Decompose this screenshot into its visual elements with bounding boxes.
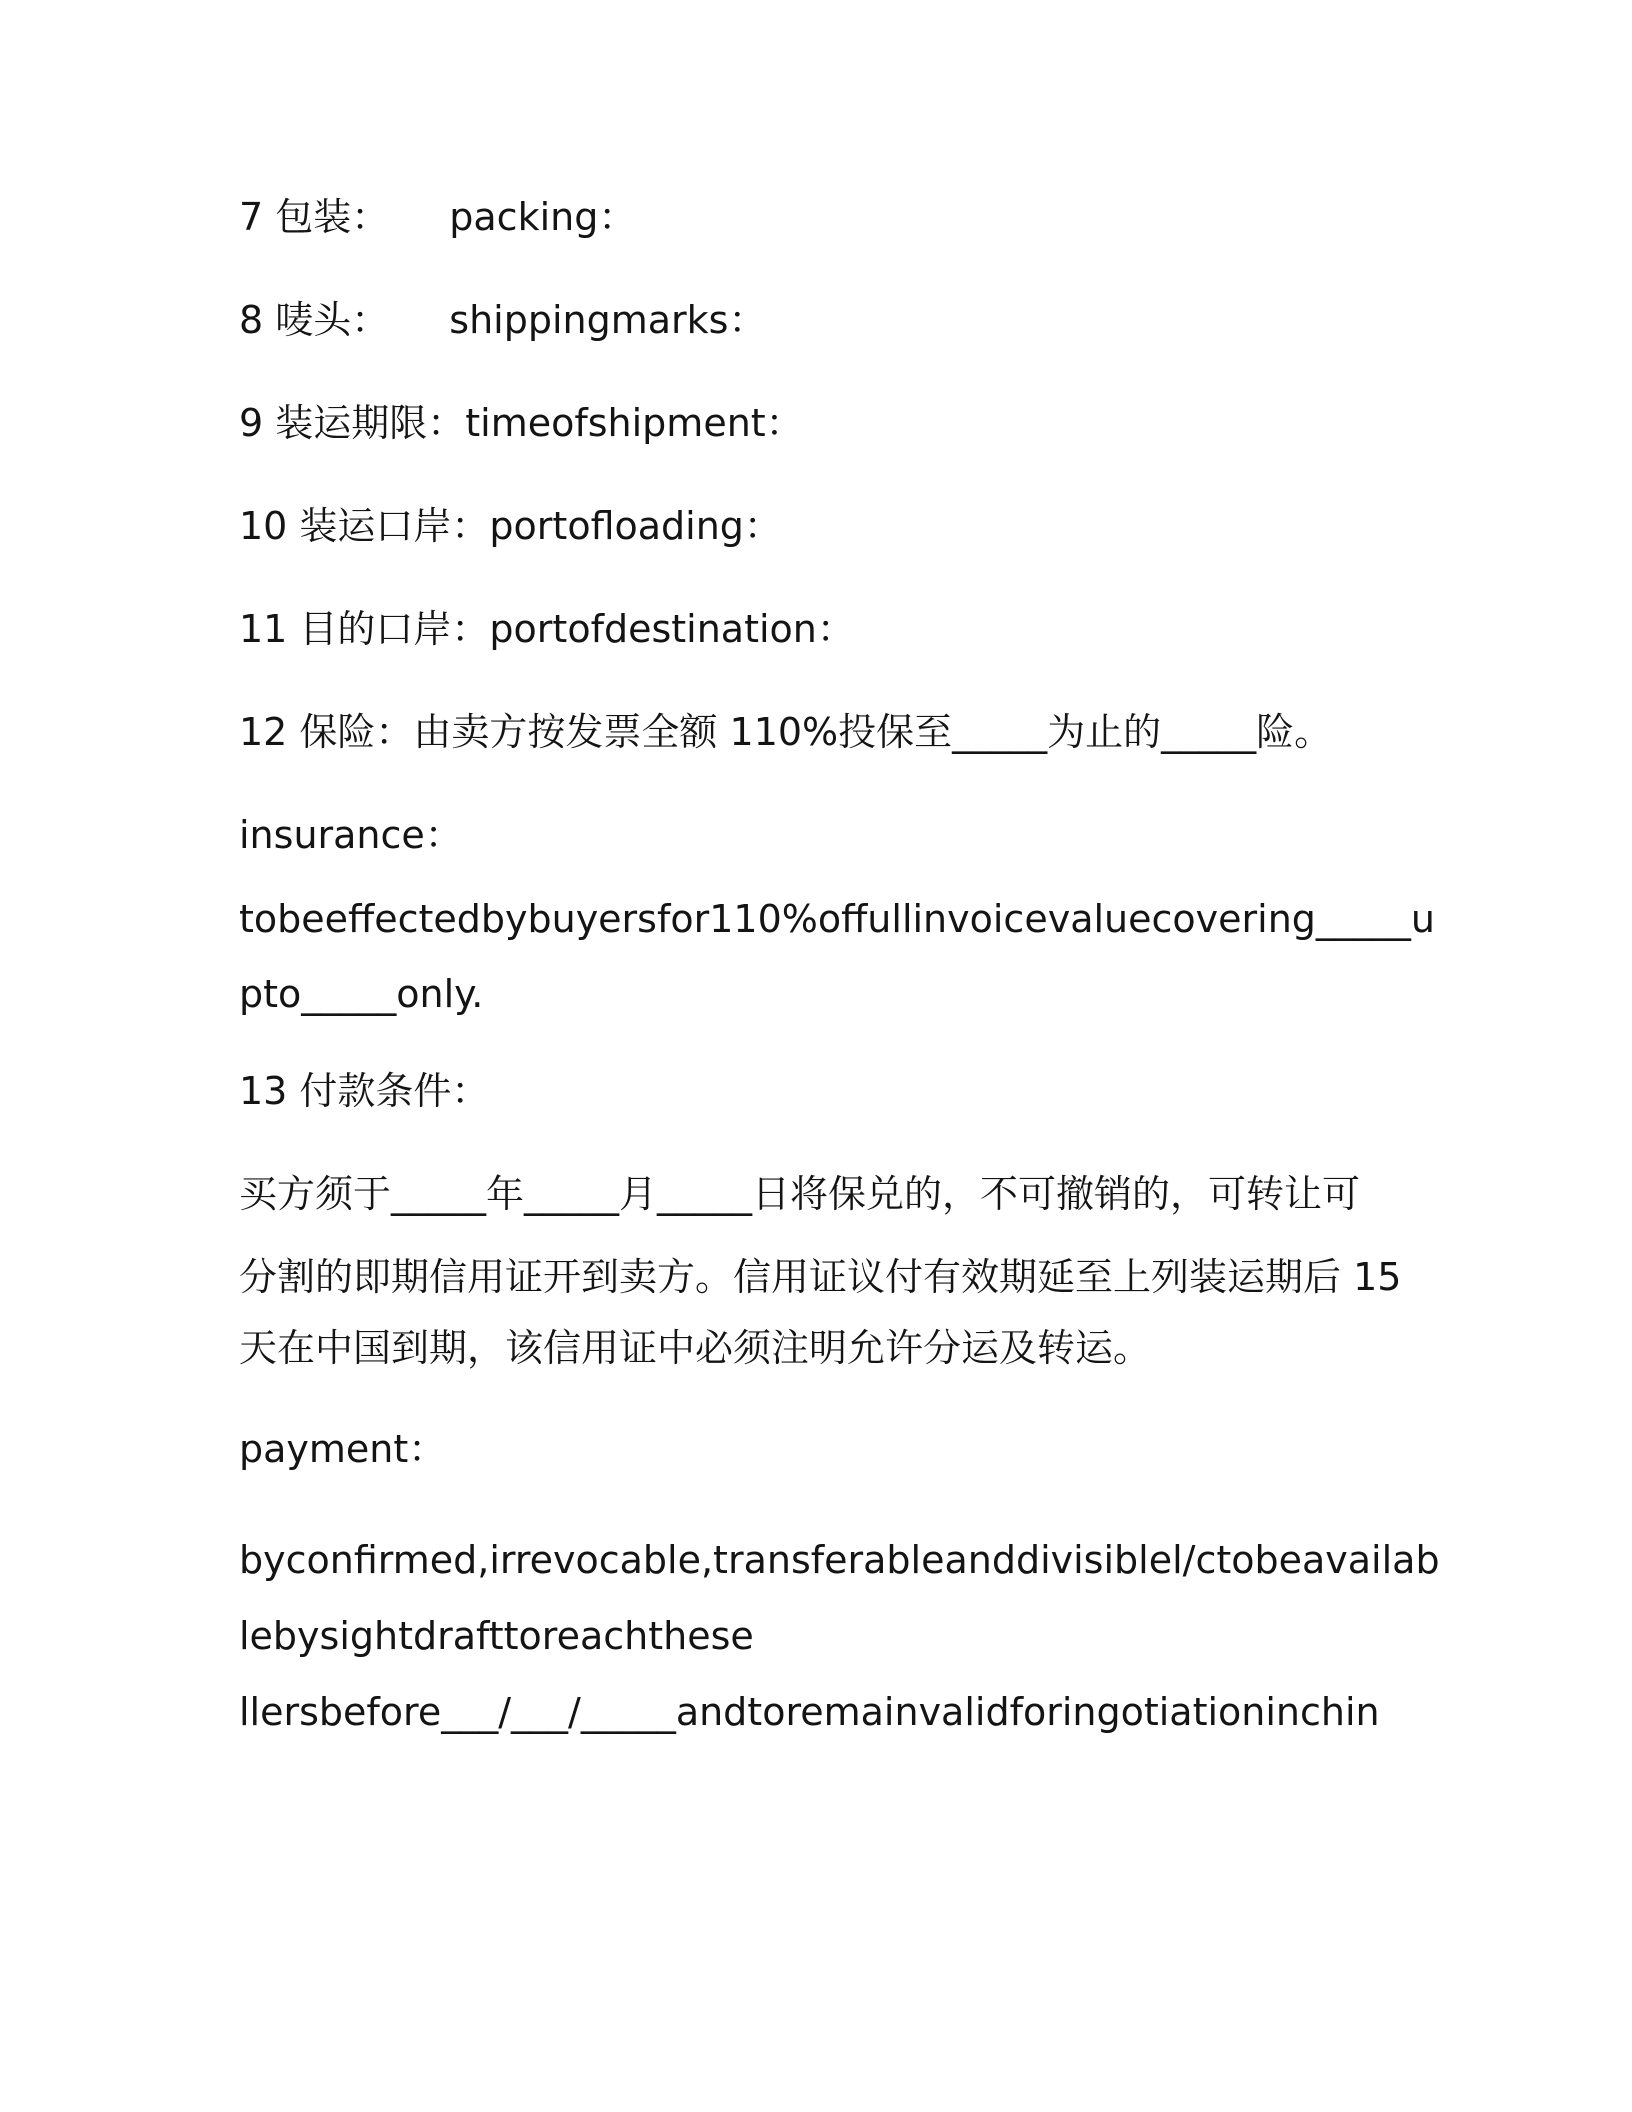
port-of-destination-line: 11 目的口岸：portofdestination： (239, 607, 855, 651)
insurance-label: insurance： (239, 813, 463, 857)
payment-chinese-line-2: 分割的即期信用证开到卖方。信用证议付有效期延至上列装运期后 15 (239, 1255, 1402, 1299)
packing-en-label: packing： (449, 195, 637, 239)
insurance-chinese-line: 12 保险：由卖方按发票全额 110%投保至_____为止的_____险。 (239, 710, 1333, 754)
payment-english-line-3: llersbefore___/___/_____andtoremainvalidforingotiationinchin (239, 1690, 1380, 1734)
shipping-marks-line (239, 296, 766, 344)
payment-english-line-1: byconfirmed,irrevocable,transferableanddivisiblel/ctobeavailab (239, 1538, 1440, 1582)
shipping-marks-cn-label: 8 唛头： (239, 298, 390, 342)
payment-chinese-line-3: 天在中国到期，该信用证中必须注明允许分运及转运。 (239, 1326, 1152, 1370)
time-of-shipment-line: 9 装运期限：timeofshipment： (239, 401, 804, 445)
insurance-english-line-2: pto_____only. (239, 972, 484, 1016)
insurance-english-line-1: tobeeffectedbybuyersfor110%offullinvoicevaluecovering_____u (239, 897, 1435, 941)
payment-label: payment： (239, 1427, 447, 1471)
packing-cn-label: 7 包装： (239, 195, 390, 239)
shipping-marks-en-label: shippingmarks： (449, 298, 767, 342)
packing-line (239, 193, 636, 241)
payment-terms-label: 13 付款条件： (239, 1069, 490, 1113)
port-of-loading-line: 10 装运口岸：portofloading： (239, 504, 782, 548)
payment-english-line-2: lebysightdrafttoreachthese (239, 1614, 754, 1658)
payment-chinese-line-1: 买方须于_____年_____月_____日将保兑的，不可撤销的，可转让可 (239, 1172, 1361, 1216)
